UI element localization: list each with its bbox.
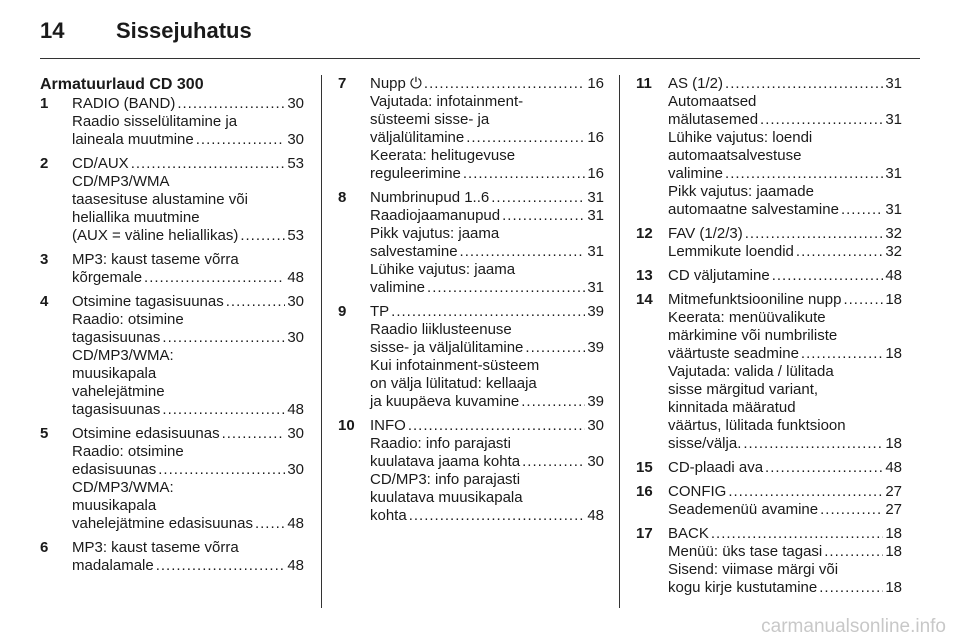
leader-dots (408, 417, 585, 435)
entry-text: INFO (370, 417, 406, 434)
leader-dots (177, 95, 285, 113)
entry-text: reguleerimine (370, 165, 461, 182)
page-reference[interactable]: 27 (885, 483, 902, 500)
entry-line (370, 489, 604, 507)
index-entry-5 (40, 425, 304, 533)
entry-text: CD/MP3/WMA: (72, 347, 174, 364)
page-reference[interactable]: 31 (885, 165, 902, 182)
entry-line (370, 321, 604, 339)
entry-line (370, 111, 604, 129)
page-reference[interactable]: 30 (287, 293, 304, 310)
entry-body (668, 291, 902, 453)
entry-text: taasesituse alustamine või (72, 191, 248, 208)
entry-line (668, 525, 902, 543)
entry-line (72, 479, 304, 497)
page-reference[interactable]: 31 (885, 111, 902, 128)
entry-text: Lühike vajutus: jaama (370, 261, 516, 278)
page-reference[interactable]: 30 (587, 453, 604, 470)
entry-number: 13 (636, 267, 653, 284)
entry-text: Raadio: info parajasti (370, 435, 511, 452)
entry-text: sisse- ja väljalülitamine (370, 339, 524, 356)
entry-line (668, 435, 902, 453)
entry-line (668, 93, 902, 111)
page-reference[interactable]: 30 (287, 329, 304, 346)
entry-line (370, 303, 604, 321)
page-reference[interactable]: 39 (587, 303, 604, 320)
entry-text: Numbrinupud 1..6 (370, 189, 490, 206)
header-rule (40, 58, 920, 59)
entry-line (668, 345, 902, 363)
leader-dots (491, 189, 585, 207)
index-entry-4 (40, 293, 304, 419)
page-reference[interactable]: 30 (287, 425, 304, 442)
entry-text: laineala muutmine (72, 131, 194, 148)
entry-body (668, 459, 902, 477)
page-reference[interactable]: 31 (587, 189, 604, 206)
entry-line (668, 75, 902, 93)
entry-number: 14 (636, 291, 653, 308)
entry-text: Raadio: otsimine (72, 443, 184, 460)
entry-line (668, 327, 902, 345)
entry-line (370, 75, 604, 93)
leader-dots (466, 129, 585, 147)
leader-dots (144, 269, 285, 287)
leader-dots (222, 425, 286, 443)
leader-dots (725, 75, 883, 93)
leader-dots (162, 329, 285, 347)
page-reference[interactable]: 31 (587, 279, 604, 296)
page-reference[interactable]: 30 (287, 461, 304, 478)
index-entry-11 (636, 75, 902, 219)
entry-line (370, 507, 604, 525)
leader-dots (796, 243, 883, 261)
page-reference[interactable]: 30 (287, 95, 304, 112)
entry-number: 6 (40, 539, 49, 556)
leader-dots (525, 339, 585, 357)
entry-text: CD/MP3/WMA (72, 173, 170, 190)
entry-line (668, 147, 902, 165)
page-reference[interactable]: 48 (287, 515, 304, 532)
entry-text: kohta (370, 507, 407, 524)
entry-body (72, 95, 304, 149)
entry-number: 2 (40, 155, 49, 172)
entry-line (72, 425, 304, 443)
entry-text: automaatne salvestamine (668, 201, 839, 218)
entry-text: vahelejätmine edasisuunas (72, 515, 253, 532)
entry-text: Keerata: helitugevuse (370, 147, 516, 164)
column-divider (321, 75, 322, 608)
entry-line (72, 113, 304, 131)
page-reference[interactable]: 48 (885, 459, 902, 476)
entry-text: Keerata: menüüvalikute (668, 309, 826, 326)
entry-text: kuulatava muusikapala (370, 489, 523, 506)
leader-dots (460, 243, 586, 261)
entry-text: väärtuste seadmine (668, 345, 799, 362)
entry-line (72, 155, 304, 173)
entry-line (72, 173, 304, 191)
entry-text: märkimine või numbriliste (668, 327, 838, 344)
entry-line (72, 515, 304, 533)
entry-body (72, 539, 304, 575)
entry-number: 11 (636, 75, 652, 92)
entry-number: 7 (338, 75, 347, 92)
page-reference[interactable]: 16 (587, 129, 604, 146)
leader-dots (463, 165, 585, 183)
entry-line (370, 453, 604, 471)
entry-text: AS (1/2) (668, 75, 724, 92)
leader-dots (820, 501, 883, 519)
entry-text: Lemmikute loendid (668, 243, 794, 260)
page-reference[interactable]: 31 (587, 243, 604, 260)
page-reference[interactable]: 39 (587, 339, 604, 356)
entry-text: FAV (1/2/3) (668, 225, 743, 242)
entry-text: tagasisuunas (72, 401, 161, 418)
entry-text: CONFIG (668, 483, 727, 500)
entry-number: 16 (636, 483, 653, 500)
entry-number: 4 (40, 293, 49, 310)
entry-line (668, 243, 902, 261)
entry-text: Menüü: üks tase tagasi (668, 543, 823, 560)
entry-body (72, 251, 304, 287)
entry-text: Nupp ⏻ (370, 75, 422, 92)
entry-text: mälutasemed (668, 111, 759, 128)
entry-line (370, 207, 604, 225)
entry-line (370, 147, 604, 165)
entry-line (72, 131, 304, 149)
entry-line (72, 209, 304, 227)
entry-text: salvestamine (370, 243, 458, 260)
leader-dots (801, 345, 883, 363)
entry-line (668, 267, 902, 285)
page-reference[interactable]: 18 (885, 345, 902, 362)
entry-line (72, 311, 304, 329)
entry-line (370, 261, 604, 279)
entry-line (370, 243, 604, 261)
entry-text: kogu kirje kustutamine (668, 579, 818, 596)
entry-text: muusikapala (72, 497, 157, 514)
entry-line (668, 483, 902, 501)
entry-text: kõrgemale (72, 269, 143, 286)
entry-number: 9 (338, 303, 347, 320)
entry-line (668, 459, 902, 477)
index-entry-8 (338, 189, 604, 297)
entry-body (668, 225, 902, 261)
entry-number: 17 (636, 525, 653, 542)
entry-line (370, 339, 604, 357)
entry-text: Vajutada: valida / lülitada (668, 363, 834, 380)
leader-dots (409, 507, 586, 525)
entry-text: kinnitada määratud (668, 399, 796, 416)
page-header (40, 18, 252, 44)
leader-dots (819, 579, 883, 597)
leader-dots (255, 515, 285, 533)
entry-line (72, 497, 304, 515)
entry-text: sisse märgitud variant, (668, 381, 819, 398)
page-reference[interactable]: 18 (885, 543, 902, 560)
entry-text: Pikk vajutus: jaamade (668, 183, 814, 200)
entry-text: Kui infotainment-süsteem (370, 357, 540, 374)
page-reference[interactable]: 39 (587, 393, 604, 410)
entry-line (668, 129, 902, 147)
entry-text: TP (370, 303, 390, 320)
entry-line (668, 291, 902, 309)
leader-dots (424, 75, 585, 93)
entry-line (668, 579, 902, 597)
entry-line (668, 201, 902, 219)
entry-line (668, 399, 902, 417)
section-title: Armatuurlaud CD 300 (40, 76, 204, 93)
page-reference[interactable]: 30 (287, 131, 304, 148)
entry-line (370, 375, 604, 393)
entry-text: ja kuupäeva kuvamine (370, 393, 520, 410)
column-1 (40, 75, 304, 581)
column-2 (338, 75, 604, 531)
entry-line (668, 165, 902, 183)
leader-dots (824, 543, 883, 561)
index-entry-12 (636, 225, 902, 261)
entry-text: väärtus, lülitada funktsioon (668, 417, 846, 434)
entry-text: CD/AUX (72, 155, 129, 172)
index-entry-17 (636, 525, 902, 597)
entry-text: on välja lülitatud: kellaaja (370, 375, 537, 392)
entry-line (668, 225, 902, 243)
index-entry-9 (338, 303, 604, 411)
entry-text: Otsimine edasisuunas (72, 425, 220, 442)
entry-text: Lühike vajutus: loendi (668, 129, 813, 146)
entry-line (72, 539, 304, 557)
entry-body (668, 525, 902, 597)
leader-dots (391, 303, 585, 321)
entry-line (72, 557, 304, 575)
leader-dots (743, 435, 883, 453)
column-divider (619, 75, 620, 608)
page-reference[interactable]: 32 (885, 243, 902, 260)
entry-text: Raadio: otsimine (72, 311, 184, 328)
watermark: carmanualsonline.info (761, 616, 946, 637)
page-reference[interactable]: 16 (587, 165, 604, 182)
entry-line (668, 561, 902, 579)
entry-text: MP3: kaust taseme võrra (72, 539, 239, 556)
entry-line (668, 417, 902, 435)
entry-line (668, 543, 902, 561)
entry-line (72, 293, 304, 311)
entry-text: Seademenüü avamine (668, 501, 819, 518)
entry-line (72, 401, 304, 419)
entry-text: CD/MP3: info parajasti (370, 471, 521, 488)
page-reference[interactable]: 31 (885, 75, 902, 92)
entry-line (370, 357, 604, 375)
page-reference[interactable]: 53 (287, 227, 304, 244)
entry-number: 10 (338, 417, 355, 434)
leader-dots (772, 267, 884, 285)
leader-dots (521, 393, 585, 411)
entry-line (668, 381, 902, 399)
entry-line (370, 435, 604, 453)
entry-line (370, 93, 604, 111)
entry-text: Pikk vajutus: jaama (370, 225, 500, 242)
page-reference[interactable]: 30 (587, 417, 604, 434)
leader-dots (427, 279, 585, 297)
entry-number: 12 (636, 225, 653, 242)
leader-dots (728, 483, 883, 501)
page-reference[interactable]: 18 (885, 579, 902, 596)
entry-text: CD/MP3/WMA: (72, 479, 174, 496)
entry-line (370, 393, 604, 411)
leader-dots (745, 225, 884, 243)
entry-text: Sisend: viimase märgi või (668, 561, 839, 578)
entry-text: süsteemi sisse- ja (370, 111, 490, 128)
entry-text: Raadio sisselülitamine ja (72, 113, 238, 130)
entry-text: tagasisuunas (72, 329, 161, 346)
leader-dots (131, 155, 286, 173)
entry-line (72, 383, 304, 401)
entry-line (72, 95, 304, 113)
leader-dots (765, 459, 883, 477)
entry-body (668, 75, 902, 219)
leader-dots (760, 111, 883, 129)
entry-body (370, 303, 604, 411)
page-reference[interactable]: 16 (587, 75, 604, 92)
entry-text: Vajutada: infotainment- (370, 93, 524, 110)
entry-number: 15 (636, 459, 653, 476)
entry-text: Otsimine tagasisuunas (72, 293, 224, 310)
page-reference[interactable]: 48 (287, 269, 304, 286)
leader-dots (158, 461, 285, 479)
entry-line (668, 363, 902, 381)
entry-text: edasisuunas (72, 461, 157, 478)
page-reference[interactable]: 31 (587, 207, 604, 224)
leader-dots (725, 165, 883, 183)
page-reference[interactable]: 31 (885, 201, 902, 218)
index-entry-7 (338, 75, 604, 183)
column-3 (636, 75, 902, 603)
entry-number: 1 (40, 95, 49, 112)
entry-line (72, 461, 304, 479)
entry-body (370, 189, 604, 297)
entry-line (72, 251, 304, 269)
entry-text: Mitmefunktsiooniline nupp (668, 291, 842, 308)
page-reference[interactable]: 18 (885, 525, 902, 542)
entry-line (370, 417, 604, 435)
entry-text: CD väljutamine (668, 267, 770, 284)
leader-dots (711, 525, 883, 543)
page-reference[interactable]: 18 (885, 435, 902, 452)
entry-line (72, 329, 304, 347)
entry-text: sisse/välja. (668, 435, 742, 452)
index-entry-10 (338, 417, 604, 525)
leader-dots (226, 293, 286, 311)
leader-dots (240, 227, 285, 245)
index-entry-3 (40, 251, 304, 287)
page-reference[interactable]: 27 (885, 501, 902, 518)
entry-number: 5 (40, 425, 49, 442)
leader-dots (522, 453, 585, 471)
entry-line (72, 227, 304, 245)
index-entry-16 (636, 483, 902, 519)
entry-text: heliallika muutmine (72, 209, 200, 226)
page-title: Sissejuhatus (116, 18, 252, 43)
leader-dots (841, 201, 883, 219)
entry-line (72, 269, 304, 287)
entry-line (72, 347, 304, 365)
entry-line (370, 471, 604, 489)
entry-body (72, 425, 304, 533)
entry-text: muusikapala (72, 365, 157, 382)
page-reference[interactable]: 48 (287, 557, 304, 574)
entry-text: (AUX = väline heliallikas) (72, 227, 239, 244)
entry-text: automaatsalvestuse (668, 147, 802, 164)
entry-text: Raadio liiklusteenuse (370, 321, 512, 338)
entry-line (370, 189, 604, 207)
entry-line (72, 191, 304, 209)
entry-text: madalamale (72, 557, 154, 574)
entry-text: BACK (668, 525, 709, 542)
entry-text: MP3: kaust taseme võrra (72, 251, 239, 268)
page-reference[interactable]: 53 (287, 155, 304, 172)
entry-text: väljalülitamine (370, 129, 465, 146)
entry-line (370, 165, 604, 183)
entry-body (72, 155, 304, 245)
entry-text: valimine (668, 165, 724, 182)
entry-text: Raadiojaamanupud (370, 207, 501, 224)
leader-dots (156, 557, 286, 575)
entry-line (668, 501, 902, 519)
entry-line (668, 111, 902, 129)
leader-dots (843, 291, 883, 309)
index-entry-2 (40, 155, 304, 245)
entry-text: kuulatava jaama kohta (370, 453, 521, 470)
page-reference[interactable]: 32 (885, 225, 902, 242)
entry-line (72, 443, 304, 461)
index-entry-15 (636, 459, 902, 477)
page-reference[interactable]: 48 (287, 401, 304, 418)
entry-line (72, 365, 304, 383)
entry-body (668, 483, 902, 519)
index-entry-14 (636, 291, 902, 453)
leader-dots (196, 131, 286, 149)
entry-line (370, 129, 604, 147)
leader-dots (162, 401, 285, 419)
page-reference[interactable]: 48 (587, 507, 604, 524)
entry-text: RADIO (BAND) (72, 95, 176, 112)
page-reference[interactable]: 18 (885, 291, 902, 308)
entry-line (668, 183, 902, 201)
entry-body (370, 75, 604, 183)
entry-body (370, 417, 604, 525)
index-entry-1 (40, 95, 304, 149)
page-number: 14 (40, 18, 65, 43)
entry-line (668, 309, 902, 327)
entry-number: 3 (40, 251, 49, 268)
entry-text: Automaatsed (668, 93, 757, 110)
leader-dots (502, 207, 585, 225)
page-reference[interactable]: 48 (885, 267, 902, 284)
entry-text: vahelejätmine (72, 383, 165, 400)
index-entry-6 (40, 539, 304, 575)
entry-body (668, 267, 902, 285)
entry-line (370, 279, 604, 297)
entry-text: CD-plaadi ava (668, 459, 764, 476)
entry-text: valimine (370, 279, 426, 296)
entry-line (370, 225, 604, 243)
entry-body (72, 293, 304, 419)
entry-number: 8 (338, 189, 347, 206)
index-entry-13 (636, 267, 902, 285)
